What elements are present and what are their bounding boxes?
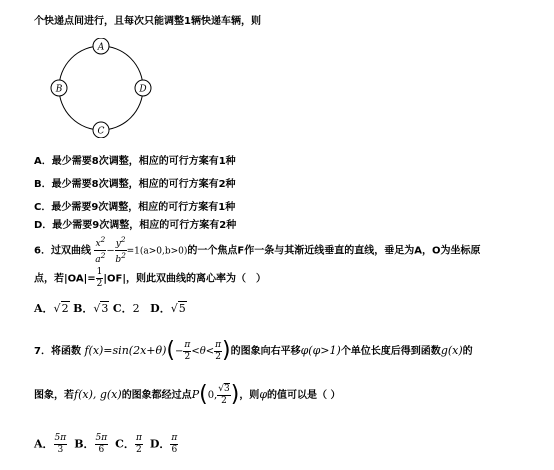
q7-frac-right bbox=[214, 341, 222, 362]
q5-option-a: A．最少需要8次调整，相应的可行方案有1种 bbox=[34, 156, 236, 167]
q7-opt-d-num: π bbox=[171, 433, 178, 443]
q7-frac-right-den: 2 bbox=[215, 351, 221, 362]
q6-number: 6． bbox=[34, 245, 51, 257]
q6-opt-b-label: B． bbox=[73, 302, 94, 315]
q6-text1: 过双曲线 bbox=[50, 245, 91, 257]
q7-options bbox=[34, 434, 178, 455]
q7-text6: 的图象都经过点 bbox=[121, 390, 192, 401]
q7-point-p: P bbox=[191, 388, 200, 401]
q7-number: 7． bbox=[34, 346, 51, 357]
q7-opt-b-label: B． bbox=[74, 437, 95, 451]
node-a bbox=[93, 38, 109, 54]
q6-opt-c-value: 2 bbox=[132, 302, 140, 315]
q7-opt-c-den: 2 bbox=[136, 445, 142, 455]
q7-opt-a-den: 3 bbox=[57, 445, 64, 455]
q7-opt-d-den: 6 bbox=[171, 445, 178, 455]
q7-frac-left-num: π bbox=[184, 339, 191, 350]
diagram-circle bbox=[59, 46, 143, 130]
q6-line1: 6．过双曲线 $\frac{x^2}{a^2}$ − $\frac{y^2}{b^2}$ =1(a>0,b>0)的一个焦点F作一条与其渐近线垂直的直线，垂足为A，O为坐标原 bbox=[34, 235, 481, 265]
q6-text4: |OF|，则此双曲线的离心率为（ ） bbox=[103, 273, 267, 285]
q7-opt-d-frac bbox=[170, 434, 178, 455]
q7-frac-left-den: 2 bbox=[184, 351, 191, 362]
q7-text3: 个单位长度后得到函数 bbox=[340, 346, 441, 357]
q7-opt-b-num: 5π bbox=[95, 433, 108, 443]
node-d-label: D bbox=[139, 84, 147, 95]
q7-opt-a-num: 5π bbox=[54, 433, 67, 443]
q7-line2: 图象，若f(x), g(x)的图象都经过点P(0, $\frac{√3}{2}$ )，则φ的值可以是（ ） bbox=[34, 382, 341, 407]
q7-line1: 7．将函数 f(x)=sin(2x+θ)(− $\frac{\pi}{2}$ <θ< $\frac{\pi}{2}$ )的图象向右平移φ(φ>1)个单位长度后得到函数g(x)的 bbox=[34, 338, 473, 363]
node-a-label: A bbox=[97, 42, 105, 53]
q6-line2 bbox=[34, 268, 266, 290]
q6-opt-b-value: 3 bbox=[101, 302, 109, 315]
q6-eq-rest: =1(a>0,b>0) bbox=[126, 246, 188, 257]
node-c bbox=[93, 122, 109, 138]
q6-opt-c-label: C． bbox=[112, 302, 133, 315]
q6-eq-x: x bbox=[95, 239, 101, 249]
q7-text1: 将函数 bbox=[50, 346, 81, 357]
q5-option-b: B．最少需要8次调整，相应的可行方案有2种 bbox=[34, 179, 236, 190]
q7-opt-c-label: C． bbox=[115, 437, 135, 451]
q7-gx: g(x) bbox=[440, 344, 463, 357]
node-b bbox=[51, 80, 67, 96]
q7-text2: 的图象向右平移 bbox=[230, 346, 301, 357]
q7-text4: 的 bbox=[462, 346, 473, 357]
q6-frac-num: 1 bbox=[96, 267, 103, 277]
q6-opt-a-label: A． bbox=[34, 302, 54, 315]
q7-text7: ，则 bbox=[239, 390, 260, 401]
node-d bbox=[135, 80, 151, 96]
q7-opt-a-label: A． bbox=[34, 437, 54, 451]
q6-opt-d-value: 5 bbox=[178, 302, 186, 315]
q7-opt-b-frac bbox=[95, 434, 109, 455]
q6-eq-b: b bbox=[115, 255, 122, 265]
q7-frac-sqrt3: $\frac{√3}{2}$ bbox=[218, 383, 230, 406]
q5-option-d: D．最少需要9次调整，相应的可行方案有2种 bbox=[34, 220, 237, 231]
q6-frac-den: 2 bbox=[96, 279, 103, 289]
q5-option-c: C．最少需要9次调整，相应的可行方案有1种 bbox=[34, 202, 236, 213]
q7-opt-a-frac bbox=[54, 434, 68, 455]
node-b-label: B bbox=[55, 84, 63, 95]
q7-phi: φ(φ>1) bbox=[300, 344, 341, 357]
q6-text3: 点，若|OA|= bbox=[34, 273, 96, 285]
q7-opt-d-label: D． bbox=[149, 437, 171, 451]
q7-opt-b-den: 6 bbox=[98, 445, 105, 455]
q7-sqrt3: 3 bbox=[223, 383, 230, 394]
cycle-diagram bbox=[46, 38, 162, 138]
q6-options: A．√2 B．√3 C．2 D．√5 bbox=[34, 302, 186, 315]
q6-frac-y: $\frac{y^2}{b^2}$ bbox=[115, 235, 126, 265]
q7-theta-mid: <θ< bbox=[191, 346, 215, 357]
intro-text: 个快递点间进行，且每次只能调整1辆快递车辆，则 bbox=[34, 16, 261, 27]
q6-text2: 的一个焦点F作一条与其渐近线垂直的直线，垂足为A，O为坐标原 bbox=[187, 245, 481, 257]
q7-opt-c-num: π bbox=[135, 433, 142, 443]
q6-eq-y: y bbox=[115, 239, 121, 249]
q7-func: f(x)=sin(2x+θ) bbox=[84, 344, 167, 357]
q6-opt-a-value: 2 bbox=[61, 302, 69, 315]
q6-frac-x: $\frac{x^2}{a^2}$ bbox=[95, 235, 106, 265]
q7-frac-sqrt3-den: 2 bbox=[221, 395, 227, 406]
q7-fg: f(x), g(x) bbox=[74, 388, 122, 401]
q7-text8: 的值可以是（ ） bbox=[267, 390, 341, 401]
q7-point-zero: 0, bbox=[207, 390, 218, 401]
q7-frac-right-num: π bbox=[215, 339, 222, 350]
q7-opt-c-frac bbox=[135, 434, 143, 455]
q7-phi2: φ bbox=[259, 388, 268, 401]
q6-opt-d-label: D． bbox=[150, 302, 171, 315]
q7-text5: 图象，若 bbox=[34, 390, 74, 401]
node-c-label: C bbox=[97, 126, 105, 137]
q6-eq-a: a bbox=[95, 255, 101, 265]
